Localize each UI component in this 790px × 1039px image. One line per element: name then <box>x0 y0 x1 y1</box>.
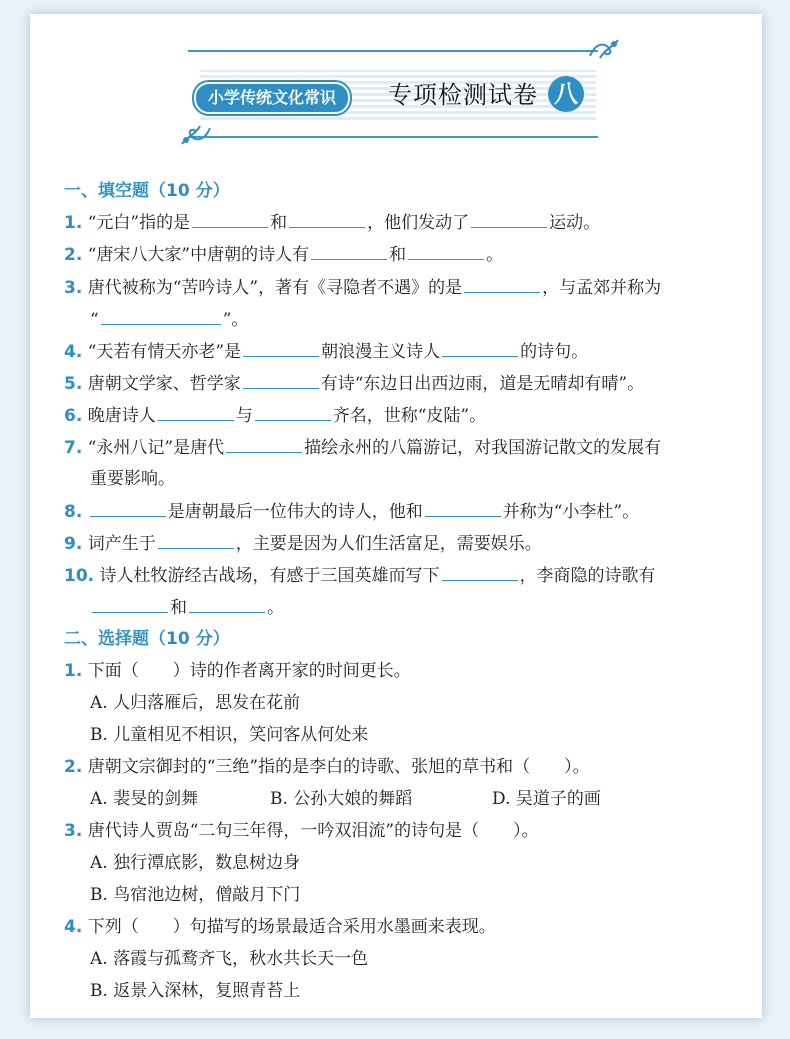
question-6 <box>64 404 748 427</box>
choice-question-3 <box>64 820 748 842</box>
answer-blank[interactable] <box>243 372 319 389</box>
question-text: ，他们发动了 <box>367 213 470 233</box>
answer-blank[interactable] <box>192 211 268 228</box>
section-fill-blank-title: 一、填空题（10 分） <box>64 181 230 201</box>
question-number: 4. <box>64 917 83 937</box>
option-b[interactable]: B. 儿童相见不相识，笑问客从何处来 <box>90 725 369 745</box>
floral-swirl-icon <box>586 36 620 62</box>
question-text: 唐朝文学家、哲学家 <box>87 374 241 394</box>
answer-blank[interactable] <box>442 564 518 581</box>
question-number: 10. <box>64 566 95 586</box>
question-number: 2. <box>64 245 83 265</box>
question-text: 与 <box>235 406 253 426</box>
option-a[interactable]: A. 独行潭底影，数息树边身 <box>90 853 301 873</box>
question-text: 和 <box>389 245 407 265</box>
option-b[interactable]: B. 公孙大娘的舞蹈 <box>270 789 413 809</box>
question-2 <box>64 243 748 266</box>
question-text: 下列（ ）句描写的场景最适合采用水墨画来表现。 <box>87 917 496 937</box>
question-7 <box>64 436 748 459</box>
question-text: “天若有情天亦老”是 <box>87 342 242 362</box>
question-text: 朝浪漫主义诗人 <box>321 342 441 362</box>
section-choice-title: 二、选择题（10 分） <box>64 629 230 649</box>
question-text: “唐宋八大家”中唐朝的诗人有 <box>87 245 310 265</box>
answer-blank[interactable] <box>464 276 540 293</box>
question-text: 和 <box>270 213 288 233</box>
answer-blank[interactable] <box>243 340 319 357</box>
question-text: 的诗句。 <box>520 342 589 362</box>
question-text: 晚唐诗人 <box>87 406 156 426</box>
question-number: 3. <box>64 278 83 298</box>
question-text: “ <box>90 310 99 330</box>
answer-blank[interactable] <box>92 596 168 613</box>
answer-blank[interactable] <box>255 404 331 421</box>
question-number: 8. <box>64 502 83 522</box>
answer-blank[interactable] <box>289 211 365 228</box>
question-number: 2. <box>64 757 83 777</box>
question-text: 词产生于 <box>87 534 156 554</box>
option-a[interactable]: A. 落霞与孤鹜齐飞，秋水共长天一色 <box>90 949 369 969</box>
question-text: 重要影响。 <box>90 469 175 489</box>
choice-question-1 <box>64 660 748 682</box>
answer-blank[interactable] <box>311 243 387 260</box>
question-number: 6. <box>64 406 83 426</box>
answer-blank[interactable] <box>408 243 484 260</box>
option-b[interactable]: B. 返景入深林，复照青苔上 <box>90 981 301 1001</box>
question-number: 4. <box>64 342 83 362</box>
header-bottom-line <box>188 136 598 138</box>
answer-blank[interactable] <box>158 404 234 421</box>
answer-blank[interactable] <box>442 340 518 357</box>
header-category-pill: 小学传统文化常识 <box>194 82 350 114</box>
answer-blank[interactable] <box>90 500 166 517</box>
question-text: 是唐朝最后一位伟大的诗人，他和 <box>167 502 423 522</box>
question-10-continued <box>90 596 284 619</box>
question-number: 1. <box>64 661 83 681</box>
question-text: 唐代被称为“苦吟诗人”，著有《寻隐者不遇》的是 <box>87 278 463 298</box>
question-number: 9. <box>64 534 83 554</box>
answer-blank[interactable] <box>471 211 547 228</box>
header-title: 专项检测试卷 <box>388 81 538 109</box>
option-a[interactable]: A. 裴旻的剑舞 <box>90 789 199 809</box>
question-text: 并称为“小李杜”。 <box>502 502 640 522</box>
question-8 <box>64 500 748 523</box>
answer-blank[interactable] <box>425 500 501 517</box>
option-d[interactable]: D. 吴道子的画 <box>492 789 601 809</box>
question-number: 3. <box>64 821 83 841</box>
question-3-continued <box>90 308 248 331</box>
question-text: 有诗“东边日出西边雨，道是无晴却有晴”。 <box>320 374 645 394</box>
question-text: ，与孟郊并称为 <box>542 278 662 298</box>
answer-blank[interactable] <box>189 596 265 613</box>
question-text: 唐朝文宗御封的“三绝”指的是李白的诗歌、张旭的草书和（ ）。 <box>87 757 590 777</box>
question-text: ，李商隐的诗歌有 <box>519 566 656 586</box>
question-text: “元白”指的是 <box>87 213 191 233</box>
floral-swirl-icon <box>180 122 214 148</box>
choice-question-2 <box>64 756 748 778</box>
option-a[interactable]: A. 人归落雁后，思发在花前 <box>90 693 301 713</box>
exam-header <box>180 34 620 152</box>
question-1 <box>64 211 748 234</box>
question-text: 唐代诗人贾岛“二句三年得，一吟双泪流”的诗句是（ ）。 <box>87 821 539 841</box>
question-number: 7. <box>64 438 83 458</box>
question-7-continued <box>90 468 175 490</box>
question-text: 。 <box>267 598 284 618</box>
header-number-badge: 八 <box>548 76 584 112</box>
question-text: 诗人杜牧游经古战场，有感于三国英雄而写下 <box>99 566 440 586</box>
choice-question-4 <box>64 916 748 938</box>
question-number: 5. <box>64 374 83 394</box>
question-text: 。 <box>486 245 504 265</box>
question-text: “永州八记”是唐代 <box>87 438 225 458</box>
question-text: 运动。 <box>549 213 601 233</box>
question-number: 1. <box>64 213 83 233</box>
question-9 <box>64 532 748 555</box>
question-text: ，主要是因为人们生活富足，需要娱乐。 <box>235 534 542 554</box>
question-10 <box>64 564 748 587</box>
question-text: ”。 <box>222 310 249 330</box>
question-text: 齐名，世称“皮陆”。 <box>332 406 487 426</box>
answer-blank[interactable] <box>226 436 302 453</box>
exam-sheet <box>30 14 762 1018</box>
question-5 <box>64 372 748 395</box>
option-b[interactable]: B. 鸟宿池边树，僧敲月下门 <box>90 885 301 905</box>
answer-blank[interactable] <box>101 308 221 325</box>
header-top-line <box>188 50 598 52</box>
question-text: 和 <box>170 598 187 618</box>
question-3 <box>64 276 748 299</box>
question-text: 描绘永州的八篇游记，对我国游记散文的发展有 <box>304 438 662 458</box>
question-4 <box>64 340 748 363</box>
question-text: 下面（ ）诗的作者离开家的时间更长。 <box>87 661 411 681</box>
answer-blank[interactable] <box>158 532 234 549</box>
